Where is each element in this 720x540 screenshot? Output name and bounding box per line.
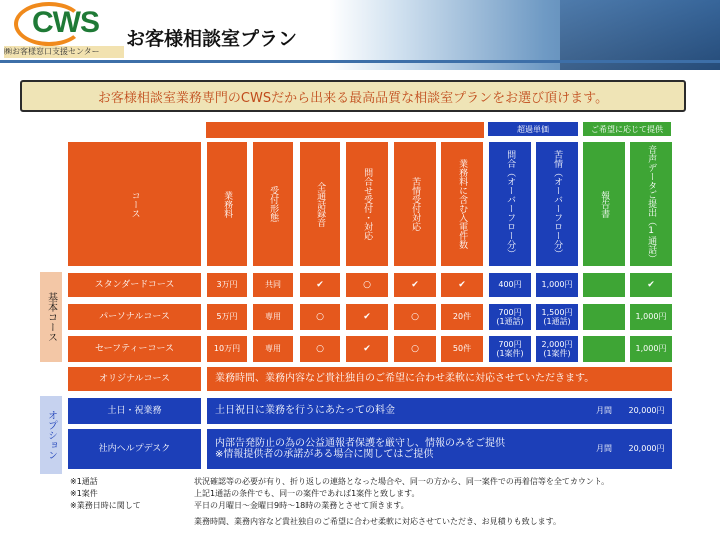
row-original-name: オリジナルコース bbox=[68, 367, 201, 391]
logo-subtitle: ㈱お客様窓口支援センター bbox=[4, 46, 124, 58]
safety-overflow-complaint: 2,000円 (1案件) bbox=[536, 336, 578, 362]
personal-recording: ○ bbox=[300, 304, 340, 330]
holiday-description: 土日祝日に業務を行うにあたっての料金 bbox=[207, 398, 587, 424]
column-header-inquiry: 問合せ受付・対応 bbox=[346, 142, 388, 266]
standard-included-calls: ✔ bbox=[441, 273, 483, 297]
standard-recording: ✔ bbox=[300, 273, 340, 297]
safety-recording: ○ bbox=[300, 336, 340, 362]
holiday-unit: 月間 bbox=[587, 398, 621, 424]
helpdesk-description-line2: ※情報提供者の承諾がある場合に関してはご提供 bbox=[215, 449, 434, 460]
safety-overflow-inquiry: 700円 (1案件) bbox=[489, 336, 531, 362]
personal-complaint: ○ bbox=[394, 304, 436, 330]
standard-report bbox=[583, 273, 625, 297]
safety-audio: 1,000円 bbox=[630, 336, 672, 362]
helpdesk-price: 20,000円 bbox=[621, 429, 672, 469]
note-label-3: ※業務日時に関して bbox=[70, 501, 141, 510]
safety-fee: 10万円 bbox=[207, 336, 247, 362]
column-header-audio: 音声データご提出（1通話） bbox=[630, 142, 672, 266]
column-header-overflow-complaint: 苦情（オーバーフロー分） bbox=[536, 142, 578, 266]
option-label: オプション bbox=[40, 396, 62, 474]
row-personal-name: パーソナルコース bbox=[68, 304, 201, 330]
logo: CWS bbox=[32, 6, 99, 39]
helpdesk-description bbox=[207, 429, 587, 469]
column-header-report: 報告書 bbox=[583, 142, 625, 266]
personal-report bbox=[583, 304, 625, 330]
header-divider bbox=[0, 60, 720, 63]
intro-banner: お客様相談室業務専門のCWSだから出来る最高品質な相談室プランをお選び頂けます。 bbox=[20, 80, 686, 112]
row-helpdesk-name: 社内ヘルプデスク bbox=[68, 429, 201, 469]
standard-inquiry: ○ bbox=[346, 273, 388, 297]
safety-inquiry: ✔ bbox=[346, 336, 388, 362]
page-header bbox=[0, 0, 720, 70]
row-safety-name: セーフティーコース bbox=[68, 336, 201, 362]
basic-course-label: 基本コース bbox=[40, 272, 62, 362]
note-text-3: 平日の月曜日～金曜日9時～18時の業務とさせて頂きます。 bbox=[194, 501, 409, 510]
row-holiday-name: 土日・祝業務 bbox=[68, 398, 201, 424]
standard-complaint: ✔ bbox=[394, 273, 436, 297]
standard-overflow-inquiry: 400円 bbox=[489, 273, 531, 297]
personal-overflow-inquiry: 700円 (1通話) bbox=[489, 304, 531, 330]
standard-audio: ✔ bbox=[630, 273, 672, 297]
safety-type: 専用 bbox=[253, 336, 293, 362]
note-label-2: ※1案件 bbox=[70, 489, 98, 498]
safety-complaint: ○ bbox=[394, 336, 436, 362]
column-header-course: コース bbox=[68, 142, 201, 266]
note-text-4: 業務時間、業務内容など貴社独自のご希望に合わせ柔軟に対応させていただき、お見積りも致します。 bbox=[194, 517, 562, 526]
column-header-complaint: 苦情受付対応 bbox=[394, 142, 436, 266]
personal-audio: 1,000円 bbox=[630, 304, 672, 330]
helpdesk-unit: 月間 bbox=[587, 429, 621, 469]
column-header-included-calls: 業務料に含む入電件数 bbox=[441, 142, 483, 266]
standard-fee: 3万円 bbox=[207, 273, 247, 297]
original-description: 業務時間、業務内容など貴社独自のご希望に合わせ柔軟に対応させていただきます。 bbox=[207, 367, 672, 391]
group-header-overflow: 超過単価 bbox=[488, 122, 578, 136]
column-header-fee: 業務料 bbox=[207, 142, 247, 266]
standard-overflow-complaint: 1,000円 bbox=[536, 273, 578, 297]
column-header-recording: 全通話録音 bbox=[300, 142, 340, 266]
group-header-optional: ご希望に応じて提供 bbox=[583, 122, 671, 136]
helpdesk-description-line1: 内部告発防止の為の公益通報者保護を厳守し、情報のみをご提供 bbox=[215, 437, 505, 449]
safety-included-calls: 50件 bbox=[441, 336, 483, 362]
personal-included-calls: 20件 bbox=[441, 304, 483, 330]
note-text-2: 上記1通話の条件でも、同一の案件であれば1案件と致します。 bbox=[194, 489, 420, 498]
personal-type: 専用 bbox=[253, 304, 293, 330]
holiday-price: 20,000円 bbox=[621, 398, 672, 424]
safety-report bbox=[583, 336, 625, 362]
personal-overflow-complaint: 1,500円 (1通話) bbox=[536, 304, 578, 330]
note-label-1: ※1通話 bbox=[70, 477, 98, 486]
personal-inquiry: ✔ bbox=[346, 304, 388, 330]
personal-fee: 5万円 bbox=[207, 304, 247, 330]
column-header-reception-type: 受付形態 bbox=[253, 142, 293, 266]
row-standard-name: スタンダードコース bbox=[68, 273, 201, 297]
standard-type: 共同 bbox=[253, 273, 293, 297]
note-text-1: 状況確認等の必要が有り、折り返しの連絡となった場合や、同一の方から、同一案件での再着信等を全てカウント。 bbox=[194, 477, 610, 486]
header-strip-orange bbox=[206, 122, 484, 138]
page-title: お客様相談室プラン bbox=[126, 28, 298, 50]
column-header-overflow-inquiry: 問合（オーバーフロー分） bbox=[489, 142, 531, 266]
